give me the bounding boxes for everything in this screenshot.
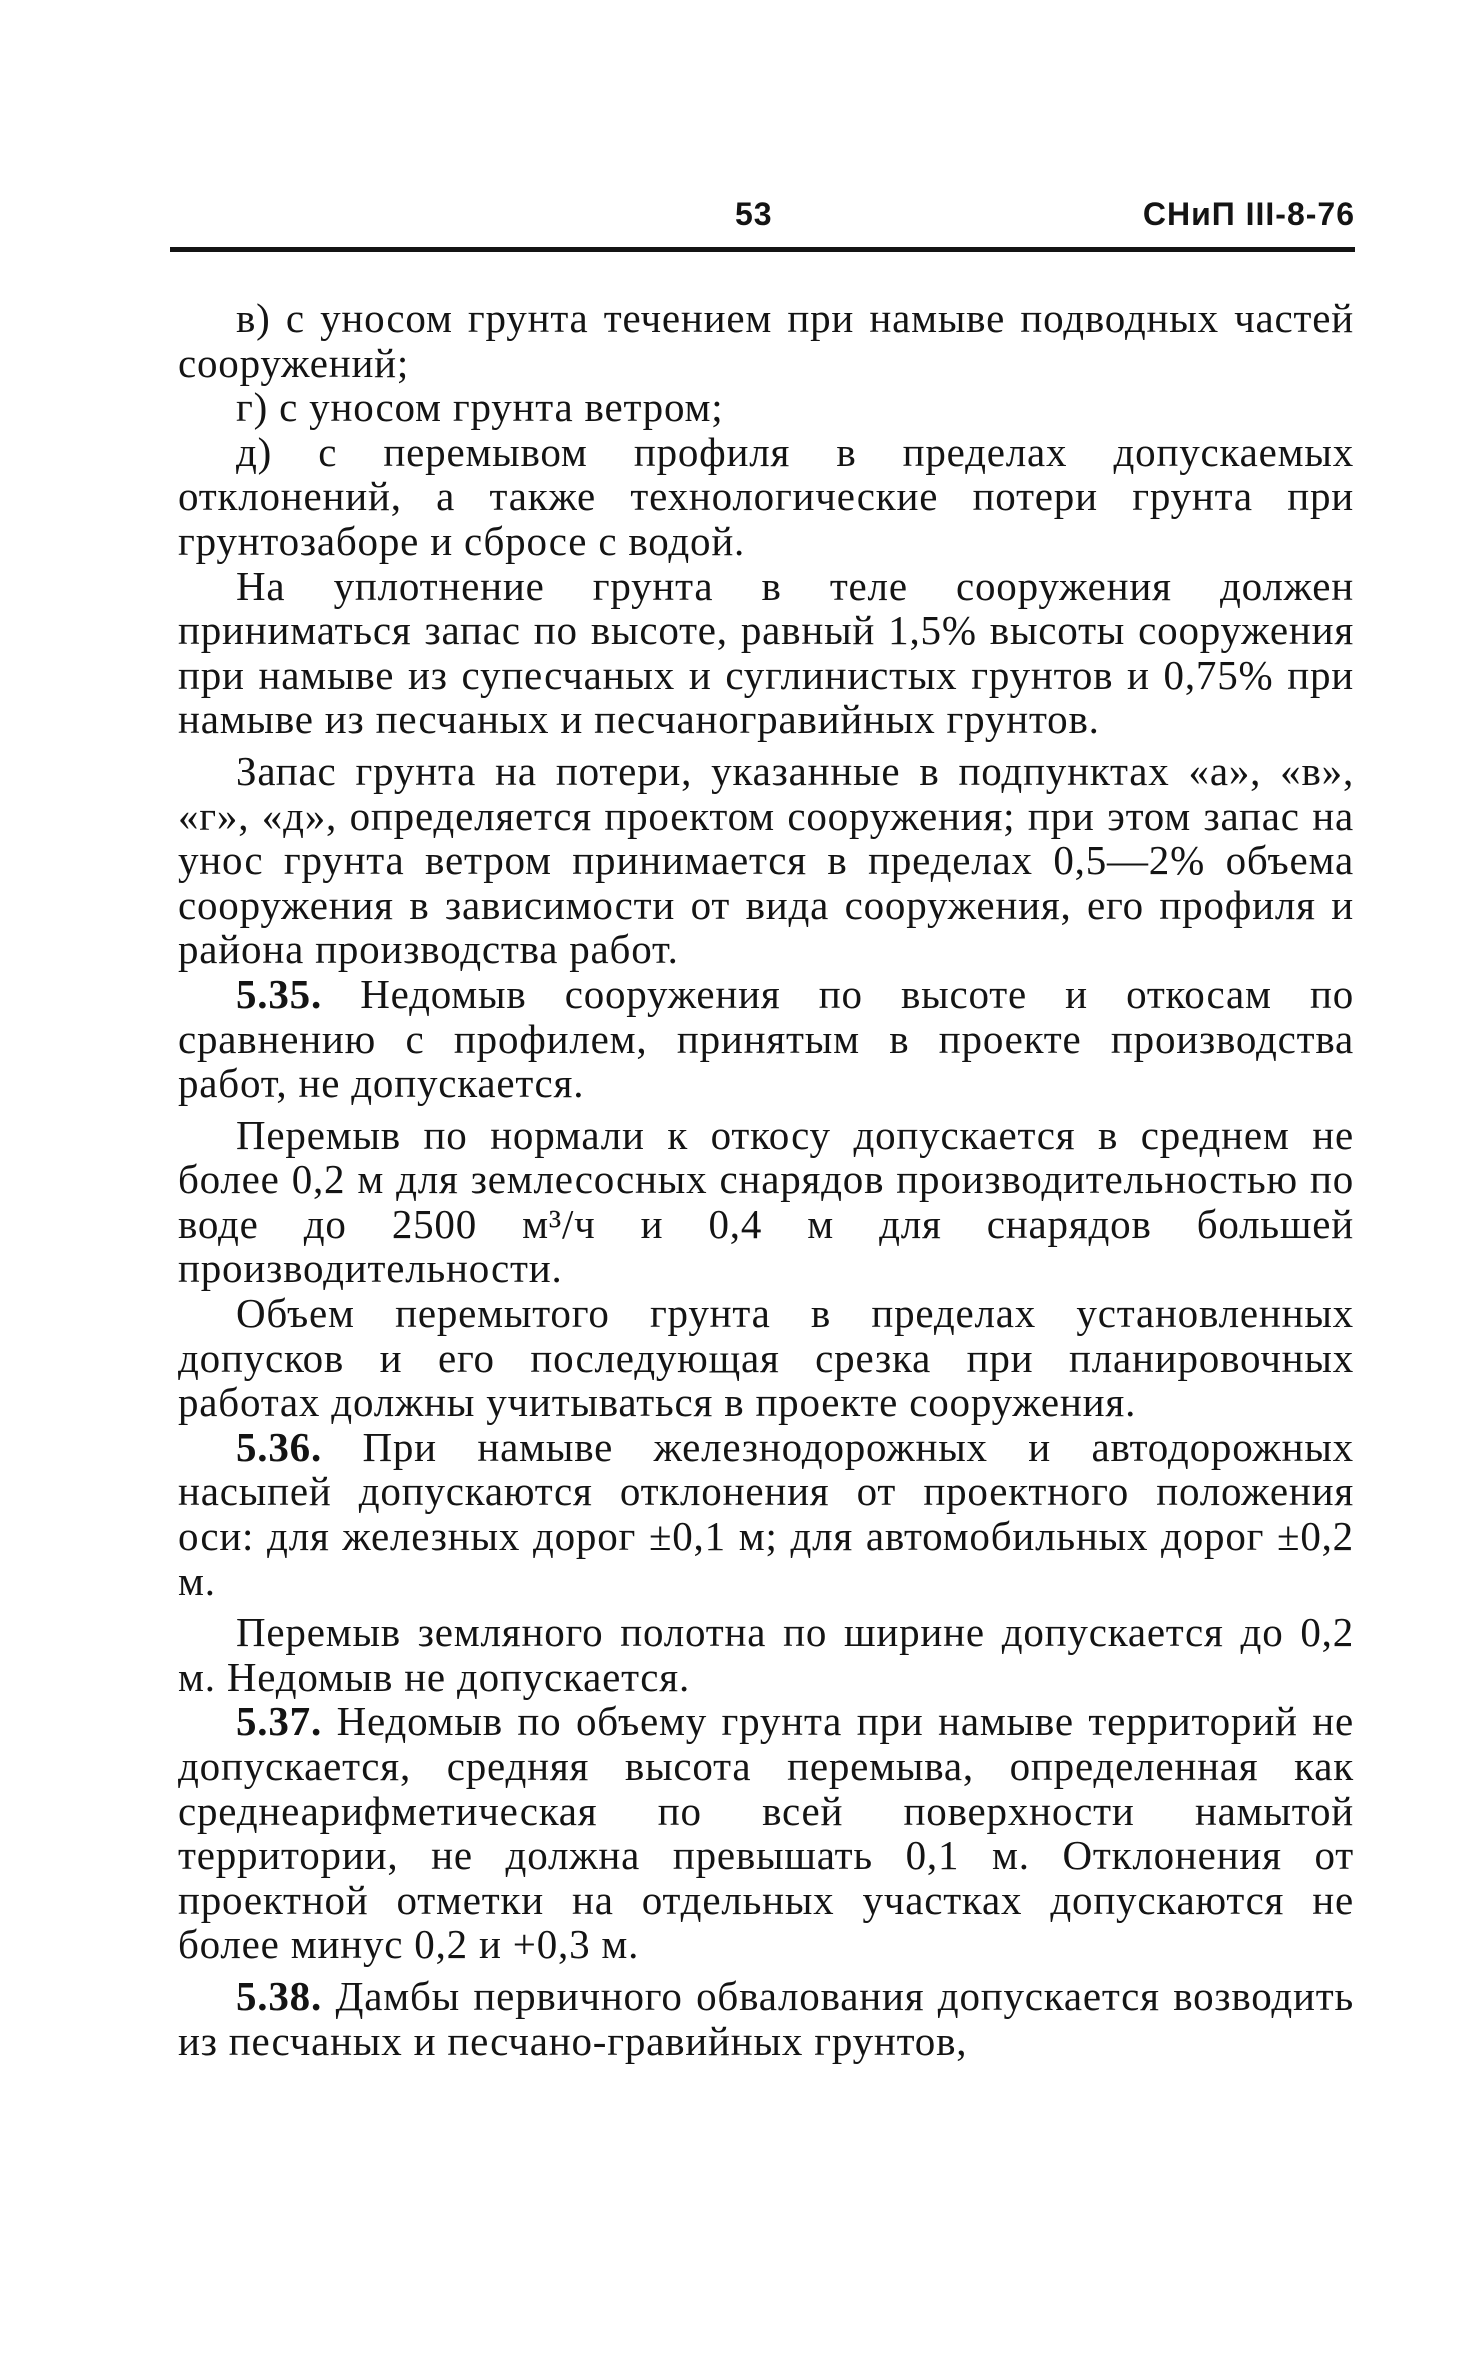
paragraph-5-36: 5.36. При намыве железнодорожных и автодорожных насыпей допускаются отклонения от проектного положения оси: для железных дорог ±0,1 м; для автомобильных дорог ±0,2 м. (178, 1423, 1354, 1604)
body-text (178, 296, 1354, 2063)
clause-number: 5.35. (236, 970, 322, 1017)
header-rule (170, 247, 1355, 252)
clause-number: 5.36. (236, 1423, 322, 1470)
page-header (170, 196, 1355, 246)
paragraph-g: г) с уносом грунта ветром; (236, 384, 724, 431)
paragraph-v: в) с уносом грунта течением при намыве подводных частей сооружений; (178, 295, 1354, 386)
paragraph-overwash-volume: Объем перемытого грунта в пределах установленных допусков и его последующая срезка при планировочных работах должны учитываться в проекте сооружения. (178, 1290, 1354, 1426)
paragraph-roadbed-overwash: Перемыв земляного полотна по ширине допускается до 0,2 м. Недомыв не допускается. (178, 1609, 1354, 1700)
clause-number: 5.37. (236, 1698, 322, 1745)
paragraph-5-37: 5.37. Недомыв по объему грунта при намыве территорий не допускается, средняя высота перемыва, определенная как среднеарифметическая по всей поверхности намытой территории, не должна превышать 0,1 м. Отклонения от проектной отметки на отдельных участках допускаются не более минус 0,2 и +0,3 м. (178, 1698, 1354, 1968)
document-code: СНиП III-8-76 (1142, 196, 1355, 232)
paragraph-overwash: Перемыв по нормали к откосу допускается в среднем не более 0,2 м для землесосных снарядов производительностью по воде до 2500 м³/ч и 0,4 м для снарядов большей производительности. (178, 1111, 1354, 1292)
paragraph-5-35: 5.35. Недомыв сооружения по высоте и откосам по сравнению с профилем, принятым в проекте производства работ, не допускается. (178, 970, 1354, 1107)
paragraph-compaction-reserve: На уплотнение грунта в теле сооружения должен приниматься запас по высоте, равный 1,5% высоты сооружения при намыве из супесчаных и суглинистых грунтов и 0,75% при намыве из песчаных и песчаногравийных грунтов. (178, 562, 1354, 743)
paragraph-loss-reserve: Запас грунта на потери, указанные в подпунктах «а», «в», «г», «д», определяется проектом сооружения; при этом запас на унос грунта ветром принимается в пределах 0,5—2% объема сооружения в зависимости от вида сооружения, его профиля и района производства работ. (178, 747, 1354, 973)
paragraph-5-38: 5.38. Дамбы первичного обвалования допускается возводить из песчаных и песчано-гравийных грунтов, (178, 1972, 1354, 2064)
clause-number: 5.38. (236, 1972, 322, 2019)
page-number: 53 (735, 196, 773, 232)
paragraph-d: д) с перемывом профиля в пределах допускаемых отклонений, а также технологические потери грунта при грунтозаборе и сбросе с водой. (178, 428, 1354, 564)
